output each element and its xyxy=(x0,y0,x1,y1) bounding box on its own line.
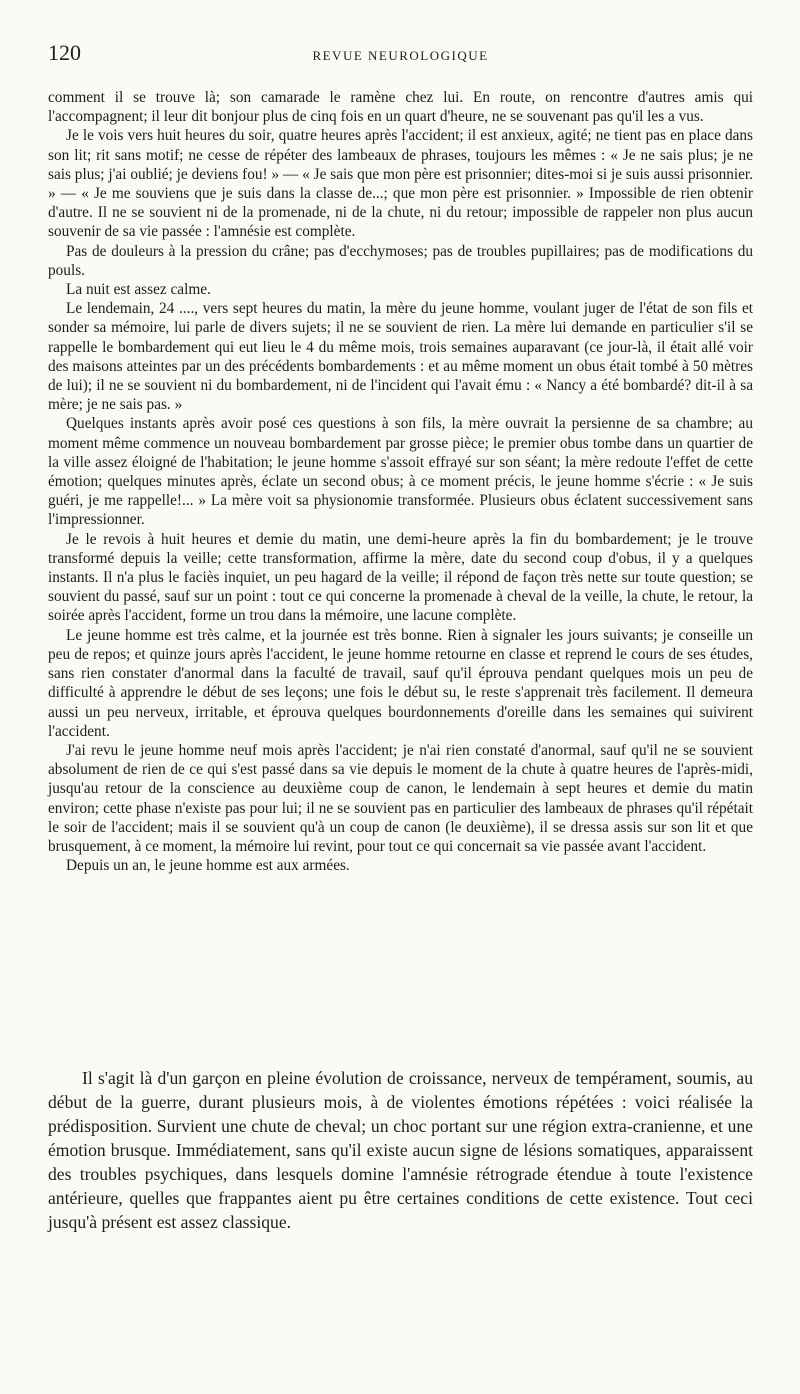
paragraph: Depuis un an, le jeune homme est aux armées. xyxy=(66,857,350,875)
paragraph: Le jeune homme est très calme, et la journée est très bonne. Rien à signaler les jours suivants; je conseille un peu de repos; et quinze jours après l'accident, le jeune homme retourne en classe et reprend le cours de ses études, sans rien constater d'anormal dans la faculté de travail, sauf qu'il éprouva pendant quelques mois un peu de difficulté à apprendre le début de ses leçons; une fois le début su, le reste s'apprenait très facilement. Il demeura aussi un peu nerveux, irritable, et éprouva quelques bourdonnements d'oreille dans les semaines qui suivirent l'accident. xyxy=(48,626,753,740)
running-title: REVUE NEUROLOGIQUE xyxy=(312,48,489,63)
paragraph: Je le vois vers huit heures du soir, quatre heures après l'accident; il est anxieux, agité; ne tient pas en place dans son lit; rit sans motif; ne cesse de répéter des lambeaux de phrases, toujours les mêmes : « Je ne sais plus; je ne sais plus; j'ai oublié; je deviens fou! » — « Je sais que mon père est prisonnier; dites-moi si je suis aussi prisonnier. » — « Je me souviens que je suis dans la classe de...; que mon père est prisonnier. » Impossible de rien obtenir d'autre. Il ne se souvient ni de la promenade, ni de la chute, ni du retour; impossible de rappeler non plus aucun souvenir de sa vie passée : l'amnésie est complète. xyxy=(48,127,753,241)
paragraph: Il s'agit là d'un garçon en pleine évolution de croissance, nerveux de tempérament, soumis, au début de la guerre, durant plusieurs mois, à de violentes émotions répétées : voici réalisée la prédisposition. Survient une chute de cheval; un choc portant sur une région extra-cranienne, et une émotion brusque. Immédiatement, sans qu'il existe aucun signe de lésions somatiques, apparaissent des troubles psychiques, dans lesquels domine l'amnésie rétrograde étendue à toute l'existence antérieure, quelles que frappantes aient pu être certaines conditions de cette existence. Tout ceci jusqu'à présent est assez classique. xyxy=(48,1068,753,1232)
page-header xyxy=(48,40,753,74)
paragraph: comment il se trouve là; son camarade le ramène chez lui. En route, on rencontre d'autres amis qui l'accompagnent; il leur dit bonjour plus de cinq fois en un quart d'heure, ne se souvenant pas qu'il les a vus. xyxy=(48,89,753,126)
paragraph: Quelques instants après avoir posé ces questions à son fils, la mère ouvrait la persienne de sa chambre; au moment même commence un nouveau bombardement par grosse pièce; le premier obus tombe dans un quartier de la ville assez éloigné de l'habitation; le jeune homme s'assoit effrayé sur son séant; la mère redoute l'effet de cette émotion; quelques minutes après, éclate un second obus; à ce moment précis, le jeune homme s'écrie : « Je suis guéri, je me rappelle!... » La mère voit sa physionomie transformée. Plusieurs obus éclatent successivement sans l'impressionner. xyxy=(48,415,753,529)
paragraph: La nuit est assez calme. xyxy=(66,281,211,299)
commentary-text xyxy=(48,1066,753,1234)
paragraph: J'ai revu le jeune homme neuf mois après l'accident; je n'ai rien constaté d'anormal, sauf qu'il ne se souvient absolument de rien de ce qui s'est passé dans sa vie depuis le moment de la chute à quatre heures de l'après-midi, jusqu'au retour de la conscience au deuxième coup de canon, le lendemain à sept heures et demie du matin environ; cette phase n'existe pas pour lui; il ne se souvient pas en particulier des lambeaux de phrases qu'il répétait le soir de l'accident; mais il se souvient qu'à un coup de canon (le deuxième), il se dressa assis sur son lit et que brusquement, à ce moment, la mémoire lui revint, pour tout ce qui concernait sa vie passée avant l'accident. xyxy=(48,741,753,855)
page-number: 120 xyxy=(48,40,81,65)
paragraph: Je le revois à huit heures et demie du matin, une demi-heure après la fin du bombardement; je le trouve transformé depuis la veille; cette transformation, affirme la mère, date du second coup d'obus, il y a quelques instants. Il n'a plus le faciès inquiet, un peu hagard de la veille; il répond de façon très nette sur toute question; se souvient du passé, sauf sur un point : tout ce qui concerne la promenade à cheval de la veille, la chute, le retour, la soirée après l'accident, forme un trou dans la mémoire, une lacune complète. xyxy=(48,530,753,625)
paragraph: Le lendemain, 24 ...., vers sept heures du matin, la mère du jeune homme, voulant juger de l'état de son fils et sonder sa mémoire, lui parle de divers sujets; il ne se souvient de rien. La mère lui demande en particulier s'il se rappelle le bombardement qui eut lieu le 4 du même mois, trois semaines auparavant (ce jour-là, il était allé voir des maisons atteintes par un des précédents bombardements : et au même moment un obus était tombé à 50 mètres de lui); il ne se souvient ni du bombardement, ni de l'incident qui l'avait ému : « Nancy a été bombardé? dit-il à sa mère; je ne sais pas. » xyxy=(48,300,753,414)
paragraph: Pas de douleurs à la pression du crâne; pas d'ecchymoses; pas de troubles pupillaires; pas de modifications du pouls. xyxy=(48,242,753,279)
case-report-text xyxy=(48,88,753,875)
